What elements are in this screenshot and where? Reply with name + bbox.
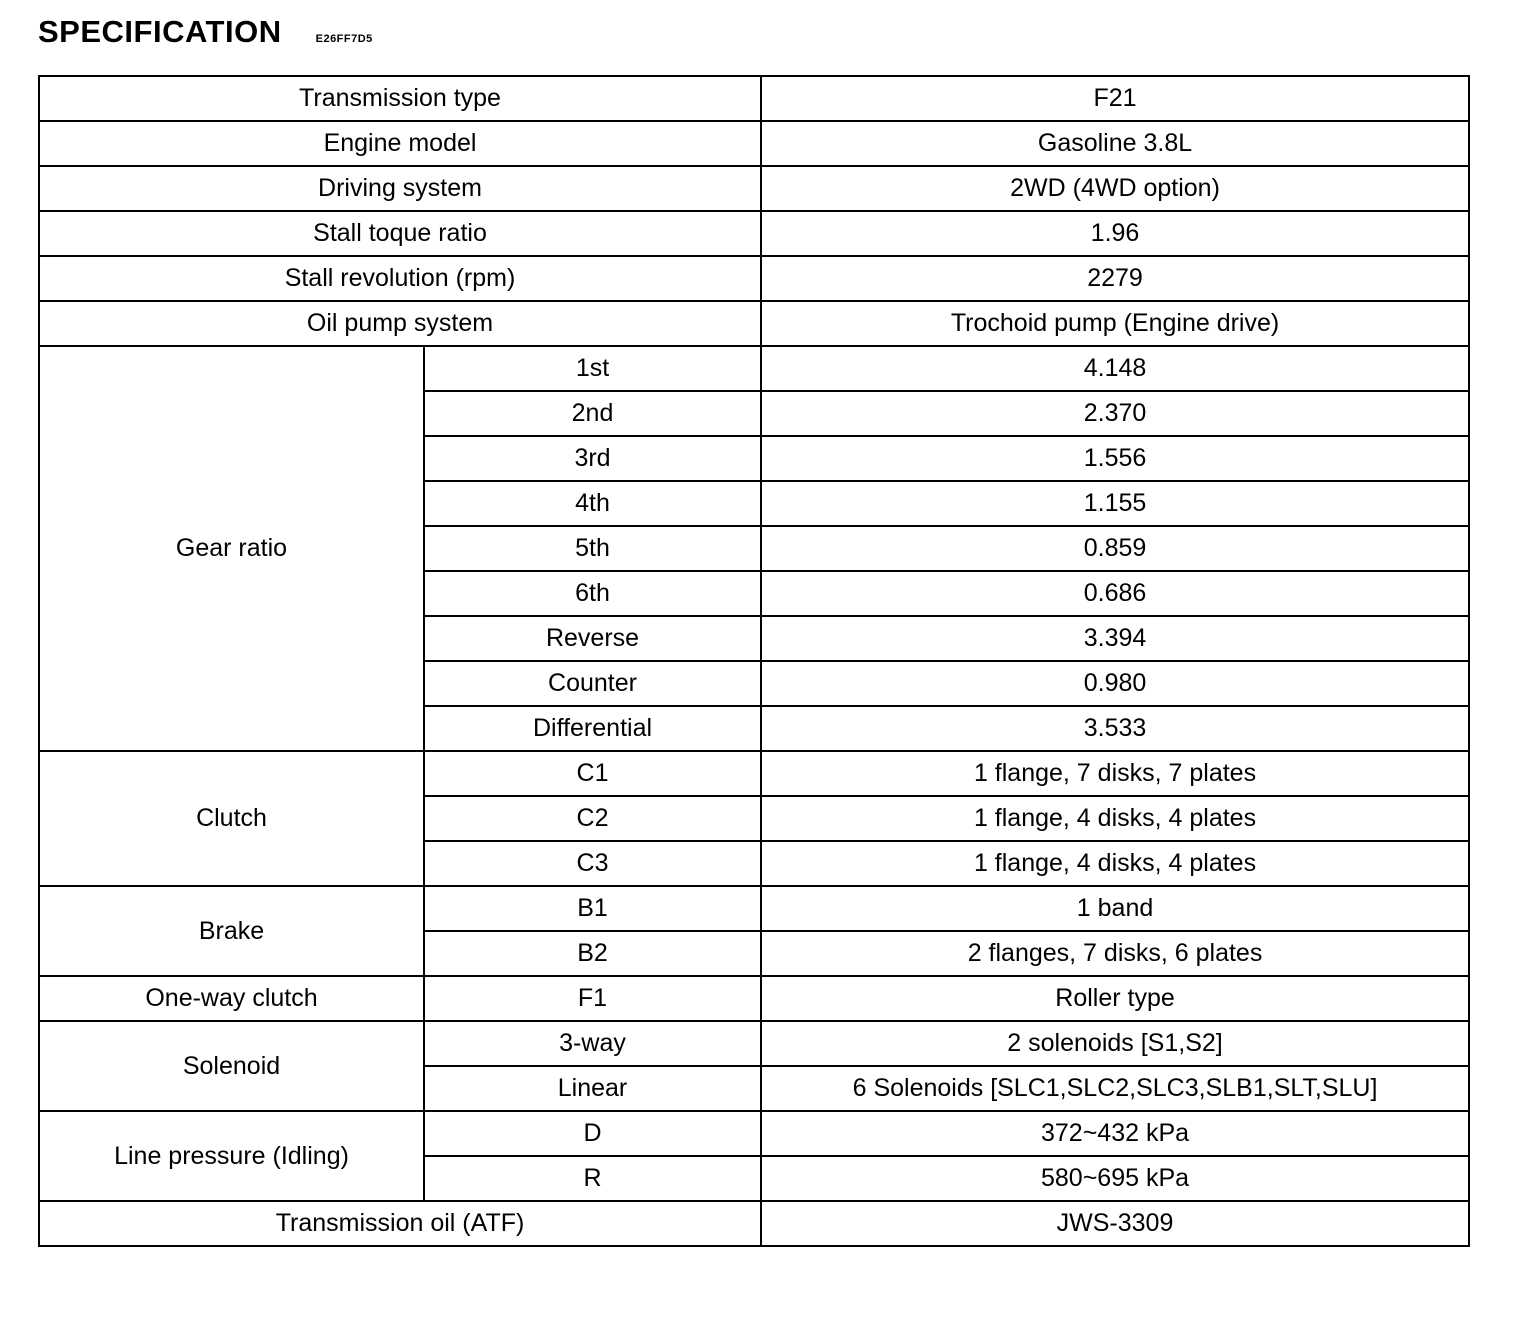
sub-label: R — [424, 1156, 761, 1201]
group-label-solenoid: Solenoid — [39, 1021, 424, 1111]
document-code: E26FF7D5 — [315, 33, 373, 45]
table-row — [39, 1201, 1469, 1246]
sub-label: F1 — [424, 976, 761, 1021]
sub-label: Reverse — [424, 616, 761, 661]
row-label: Transmission type — [39, 76, 761, 121]
sub-label: B1 — [424, 886, 761, 931]
row-value: JWS-3309 — [761, 1201, 1469, 1246]
sub-label: 2nd — [424, 391, 761, 436]
row-value: Trochoid pump (Engine drive) — [761, 301, 1469, 346]
sub-label: C3 — [424, 841, 761, 886]
sub-label: 1st — [424, 346, 761, 391]
row-value: 2WD (4WD option) — [761, 166, 1469, 211]
table-row — [39, 976, 1469, 1021]
specification-table — [38, 75, 1470, 1247]
table-row — [39, 751, 1469, 796]
sub-label: Linear — [424, 1066, 761, 1111]
row-label: Stall revolution (rpm) — [39, 256, 761, 301]
table-row — [39, 1111, 1469, 1156]
table-row — [39, 886, 1469, 931]
row-value: 1.155 — [761, 481, 1469, 526]
sub-label: 3-way — [424, 1021, 761, 1066]
row-value: 0.980 — [761, 661, 1469, 706]
row-value: 1 flange, 4 disks, 4 plates — [761, 796, 1469, 841]
sub-label: C2 — [424, 796, 761, 841]
row-value: F21 — [761, 76, 1469, 121]
row-value: 3.533 — [761, 706, 1469, 751]
group-label-gear-ratio: Gear ratio — [39, 346, 424, 751]
sub-label: C1 — [424, 751, 761, 796]
row-value: 1 flange, 7 disks, 7 plates — [761, 751, 1469, 796]
row-value: 2.370 — [761, 391, 1469, 436]
table-row — [39, 301, 1469, 346]
page-heading — [38, 14, 373, 54]
sub-label: 5th — [424, 526, 761, 571]
row-value: 2 solenoids [S1,S2] — [761, 1021, 1469, 1066]
sub-label: 4th — [424, 481, 761, 526]
row-value: 6 Solenoids [SLC1,SLC2,SLC3,SLB1,SLT,SLU] — [761, 1066, 1469, 1111]
sub-label: 3rd — [424, 436, 761, 481]
row-value: 1 band — [761, 886, 1469, 931]
sub-label: D — [424, 1111, 761, 1156]
sub-label: Counter — [424, 661, 761, 706]
row-value: 372~432 kPa — [761, 1111, 1469, 1156]
table-row — [39, 121, 1469, 166]
group-label-brake: Brake — [39, 886, 424, 976]
row-label: Oil pump system — [39, 301, 761, 346]
row-value: 2279 — [761, 256, 1469, 301]
row-value: 2 flanges, 7 disks, 6 plates — [761, 931, 1469, 976]
row-label: Engine model — [39, 121, 761, 166]
page-title: SPECIFICATION — [38, 14, 282, 49]
row-label: Driving system — [39, 166, 761, 211]
row-value: 580~695 kPa — [761, 1156, 1469, 1201]
table-row — [39, 76, 1469, 121]
row-value: 4.148 — [761, 346, 1469, 391]
sub-label: 6th — [424, 571, 761, 616]
row-value: 1.556 — [761, 436, 1469, 481]
row-value: 0.686 — [761, 571, 1469, 616]
row-label: Transmission oil (ATF) — [39, 1201, 761, 1246]
row-value: 3.394 — [761, 616, 1469, 661]
table-row — [39, 346, 1469, 391]
table-row — [39, 211, 1469, 256]
sub-label: Differential — [424, 706, 761, 751]
row-label: Stall toque ratio — [39, 211, 761, 256]
group-label-clutch: Clutch — [39, 751, 424, 886]
table-row — [39, 1021, 1469, 1066]
table-row — [39, 166, 1469, 211]
row-value: 0.859 — [761, 526, 1469, 571]
row-value: Gasoline 3.8L — [761, 121, 1469, 166]
row-value: 1.96 — [761, 211, 1469, 256]
group-label-line-pressure: Line pressure (Idling) — [39, 1111, 424, 1201]
sub-label: B2 — [424, 931, 761, 976]
row-value: Roller type — [761, 976, 1469, 1021]
group-label-one-way-clutch: One-way clutch — [39, 976, 424, 1021]
row-value: 1 flange, 4 disks, 4 plates — [761, 841, 1469, 886]
table-row — [39, 256, 1469, 301]
